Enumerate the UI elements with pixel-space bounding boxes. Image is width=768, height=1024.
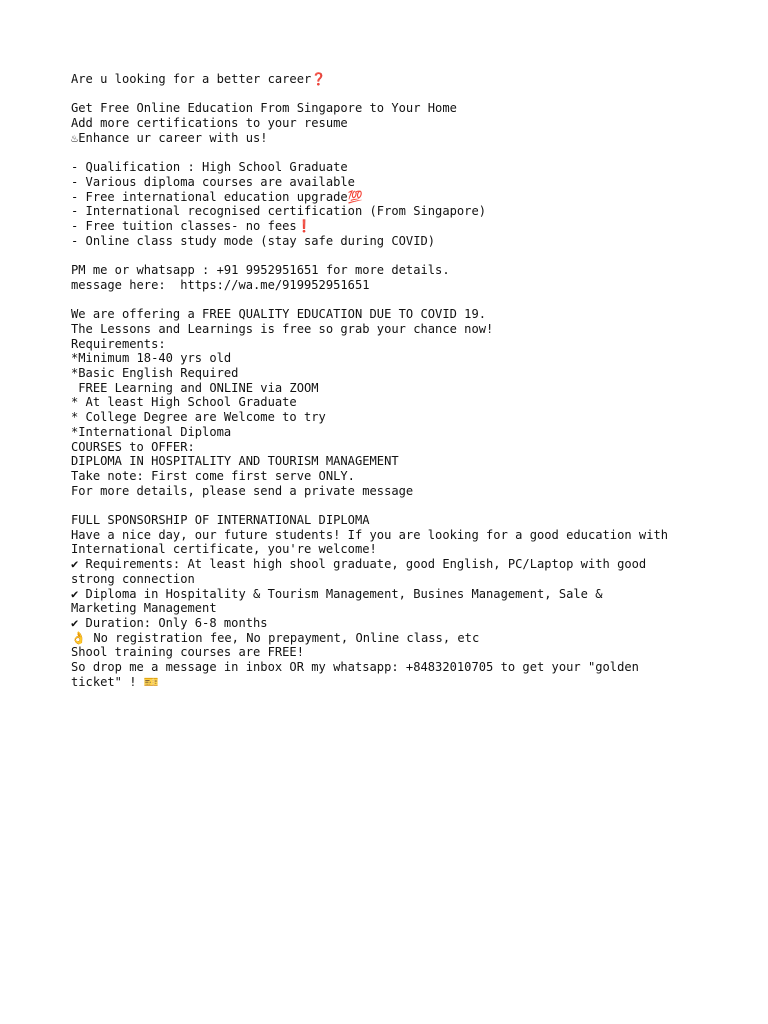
- text-line: ♨Enhance ur career with us!: [71, 130, 268, 145]
- text-line: Requirements:: [71, 336, 166, 351]
- text-line: * College Degree are Welcome to try: [71, 410, 326, 425]
- text-line: DIPLOMA IN HOSPITALITY AND TOURISM MANAGEMENT: [71, 454, 399, 469]
- text-line: ticket" ! 🎫: [71, 674, 159, 689]
- text-line: Are u looking for a better career❓: [71, 72, 327, 86]
- text-line: *Minimum 18-40 yrs old: [71, 351, 232, 366]
- text-paragraph: [71, 72, 711, 87]
- text-line: - Various diploma courses are available: [71, 174, 355, 189]
- text-line: FULL SPONSORSHIP OF INTERNATIONAL DIPLOMA: [71, 513, 370, 528]
- text-line: Have a nice day, our future students! If you are looking for a good education with: [71, 527, 669, 542]
- text-line: ✔ Duration: Only 6-8 months: [71, 615, 268, 630]
- text-line: - International recognised certification (From Singapore): [71, 204, 487, 219]
- text-paragraph: [71, 101, 711, 145]
- paragraph-spacer: [71, 146, 711, 161]
- text-line: *Basic English Required: [71, 366, 239, 380]
- paragraph-spacer: [71, 498, 711, 513]
- text-line: For more details, please send a private message: [71, 483, 414, 498]
- text-line: - Free international education upgrade💯: [71, 189, 363, 204]
- text-line: - Free tuition classes- no fees❗: [71, 219, 312, 233]
- text-line: So drop me a message in inbox OR my whatsapp: +84832010705 to get your "golden: [71, 660, 639, 675]
- text-paragraph: [71, 513, 711, 689]
- text-line: message here: https://wa.me/919952951651: [71, 277, 370, 292]
- text-line: 👌 No registration fee, No prepayment, Online class, etc: [71, 630, 480, 645]
- paragraph-spacer: [71, 293, 711, 308]
- text-line: - Qualification : High School Graduate: [71, 160, 348, 175]
- text-line: COURSES to OFFER:: [71, 439, 195, 454]
- text-line: ✔ Diploma in Hospitality & Tourism Management, Busines Management, Sale &: [71, 586, 603, 601]
- text-line: * At least High School Graduate: [71, 395, 297, 410]
- text-line: Take note: First come first serve ONLY.: [71, 468, 355, 483]
- text-line: International certificate, you're welcome!: [71, 542, 377, 557]
- text-line: We are offering a FREE QUALITY EDUCATION DUE TO COVID 19.: [71, 307, 487, 322]
- text-line: strong connection: [71, 571, 195, 586]
- text-line: The Lessons and Learnings is free so grab your chance now!: [71, 321, 494, 336]
- text-line: PM me or whatsapp : +91 9952951651 for more details.: [71, 263, 450, 278]
- text-paragraph: [71, 160, 711, 248]
- text-line: *International Diploma: [71, 424, 232, 439]
- text-line: ✔ Requirements: At least high shool graduate, good English, PC/Laptop with good: [71, 557, 647, 572]
- text-line: Get Free Online Education From Singapore to Your Home: [71, 101, 457, 116]
- text-paragraph: [71, 307, 711, 498]
- text-line: Marketing Management: [71, 601, 217, 616]
- text-line: FREE Learning and ONLINE via ZOOM: [71, 380, 319, 395]
- text-line: Shool training courses are FREE!: [71, 645, 304, 660]
- document-page: [71, 72, 711, 689]
- text-line: Add more certifications to your resume: [71, 116, 348, 131]
- text-paragraph: [71, 263, 711, 292]
- paragraph-spacer: [71, 248, 711, 263]
- text-line: - Online class study mode (stay safe during COVID): [71, 233, 436, 248]
- paragraph-spacer: [71, 87, 711, 102]
